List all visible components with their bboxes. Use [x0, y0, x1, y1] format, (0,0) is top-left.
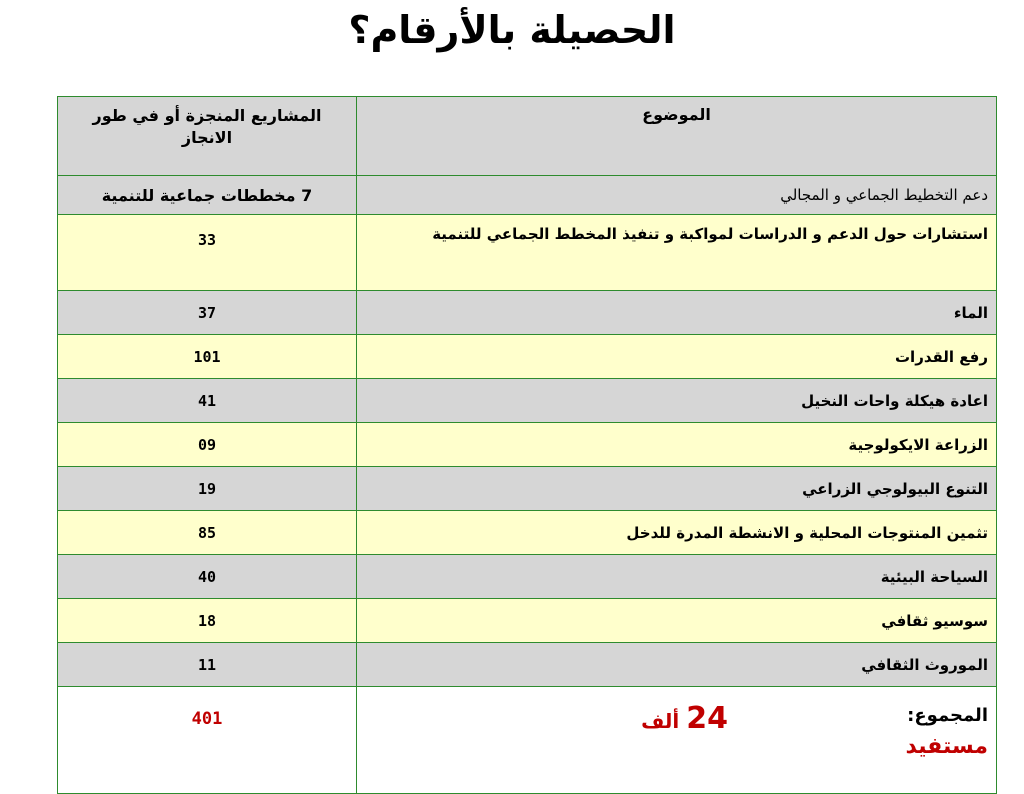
beneficiaries-count	[641, 701, 728, 736]
table-row	[58, 643, 997, 687]
row-value: 101	[58, 335, 357, 379]
row-topic: اعادة هيكلة واحات النخيل	[357, 379, 997, 423]
table-row	[58, 335, 997, 379]
table-row	[58, 555, 997, 599]
row-value: 41	[58, 379, 357, 423]
total-row	[58, 687, 997, 794]
header-projects: المشاريع المنجزة أو في طور الانجاز	[58, 97, 357, 176]
row-value: 09	[58, 423, 357, 467]
row-topic: رفع القدرات	[357, 335, 997, 379]
row-topic: السياحة البيئية	[357, 555, 997, 599]
row-value: 37	[58, 291, 357, 335]
header-topic: الموضوع	[357, 97, 997, 176]
row-value: 11	[58, 643, 357, 687]
total-label-block	[905, 705, 988, 759]
subheader-row	[58, 176, 997, 215]
beneficiaries-number: 24	[686, 701, 728, 736]
row-value: 33	[58, 215, 357, 291]
row-value: 40	[58, 555, 357, 599]
total-value: 401	[191, 709, 223, 729]
results-table	[57, 96, 997, 794]
row-topic: التنوع البيولوجي الزراعي	[357, 467, 997, 511]
row-value: 85	[58, 511, 357, 555]
table-row	[58, 291, 997, 335]
row-topic: استشارات حول الدعم و الدراسات لمواكبة و تنفيذ المخطط الجماعي للتنمية	[357, 215, 997, 291]
row-topic: الموروث الثقافي	[357, 643, 997, 687]
table-row	[58, 511, 997, 555]
beneficiaries-word: مستفيد	[905, 734, 988, 759]
table-row	[58, 599, 997, 643]
table-row	[58, 423, 997, 467]
row-value: 18	[58, 599, 357, 643]
total-label: المجموع:	[907, 705, 988, 726]
table-row	[58, 215, 997, 291]
total-value-cell	[58, 687, 357, 794]
beneficiaries-unit: ألف	[641, 709, 680, 733]
table-header-row	[58, 97, 997, 176]
row-topic: الزراعة الايكولوجية	[357, 423, 997, 467]
total-topic-cell	[357, 687, 997, 794]
table-row	[58, 467, 997, 511]
subheader-projects: 7 مخططات جماعية للتنمية	[58, 176, 357, 215]
slide-title: الحصيلة بالأرقام؟	[348, 8, 676, 52]
row-topic: تثمين المنتوجات المحلية و الانشطة المدرة للدخل	[357, 511, 997, 555]
row-topic: سوسيو ثقافي	[357, 599, 997, 643]
table-row	[58, 379, 997, 423]
row-value: 19	[58, 467, 357, 511]
row-topic: الماء	[357, 291, 997, 335]
subheader-topic: دعم التخطيط الجماعي و المجالي	[357, 176, 997, 215]
